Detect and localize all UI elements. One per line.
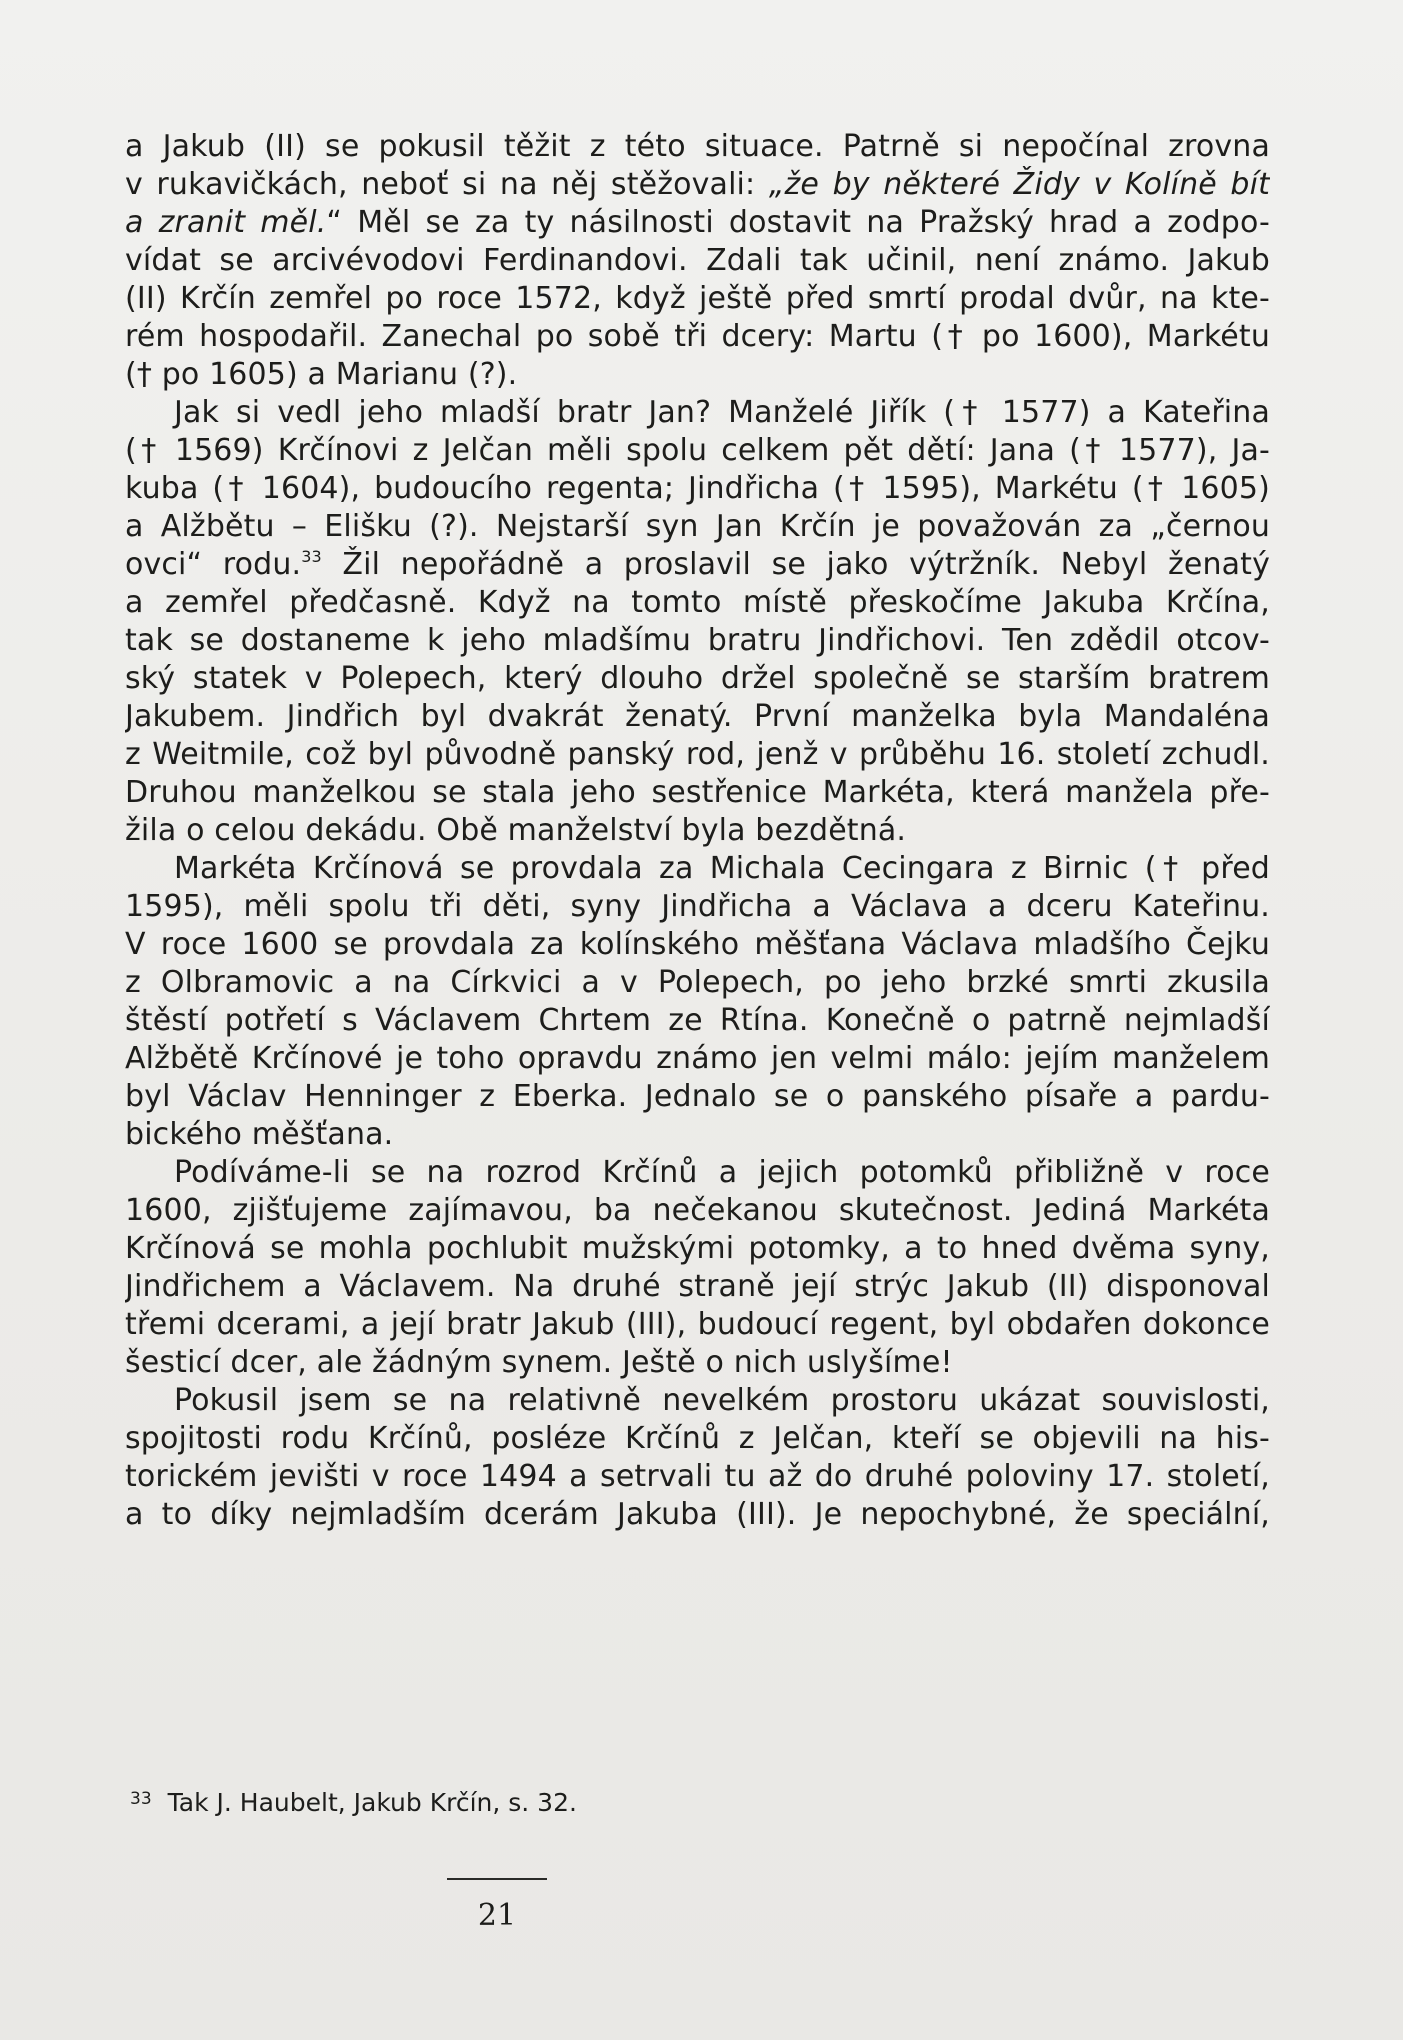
text-line bbox=[125, 850, 1270, 888]
footnote-number: 33 bbox=[130, 1789, 152, 1809]
line-text: bického měšťana. bbox=[125, 1117, 394, 1152]
text-line bbox=[125, 242, 1270, 280]
text-line bbox=[125, 584, 1270, 622]
text-line bbox=[125, 128, 1270, 166]
text-line bbox=[125, 508, 1270, 546]
text-line bbox=[125, 166, 1270, 204]
footnote-reference: 33 bbox=[301, 547, 322, 566]
text-line bbox=[125, 926, 1270, 964]
line-text: 1600, zjišťujeme zajímavou, ba nečekanou skutečnost. Jediná Markéta bbox=[125, 1193, 1270, 1228]
line-text: († po 1605) a Marianu (?). bbox=[125, 357, 518, 392]
quoted-text: „že by některé Židy v Kolíně bít bbox=[768, 167, 1270, 202]
text-line bbox=[125, 318, 1270, 356]
line-text: a to díky nejmladším dcerám Jakuba (III). Je nepochybné, že speciální, bbox=[125, 1497, 1270, 1532]
line-text: kuba († 1604), budoucího regenta; Jindřicha († 1595), Markétu († 1605) bbox=[125, 471, 1270, 506]
line-text: a zemřel předčasně. Když na tomto místě přeskočíme Jakuba Krčína, bbox=[125, 585, 1270, 620]
text-line bbox=[125, 1116, 1270, 1154]
text-line bbox=[125, 698, 1270, 736]
line-text: Jakubem. Jindřich byl dvakrát ženatý. První manželka byla Mandaléna bbox=[125, 699, 1270, 734]
line-text: rém hospodařil. Zanechal po sobě tři dcery: Martu († po 1600), Markétu bbox=[125, 319, 1270, 354]
line-text: byl Václav Henninger z Eberka. Jednalo se o panského písaře a pardu- bbox=[125, 1079, 1270, 1114]
text-line bbox=[125, 1230, 1270, 1268]
line-text: Alžbětě Krčínové je toho opravdu známo jen velmi málo: jejím manželem bbox=[125, 1041, 1270, 1076]
line-text: z Weitmile, což byl původně panský rod, jenž v průběhu 16. století zchudl. bbox=[125, 737, 1270, 772]
text-line bbox=[125, 1154, 1270, 1192]
text-line bbox=[125, 1002, 1270, 1040]
line-text: torickém jevišti v roce 1494 a setrvali tu až do druhé poloviny 17. století, bbox=[125, 1459, 1270, 1494]
line-text: (II) Krčín zemřel po roce 1572, když ještě před smrtí prodal dvůr, na kte- bbox=[125, 281, 1270, 316]
line-text: ovci“ rodu. bbox=[125, 547, 302, 582]
text-line bbox=[125, 1268, 1270, 1306]
text-line bbox=[125, 812, 1270, 850]
footnote-text: Tak J. Haubelt, Jakub Krčín, s. 32. bbox=[167, 1788, 577, 1817]
line-text: z Olbramovic a na Církvici a v Polepech, po jeho brzké smrti zkusila bbox=[125, 965, 1270, 1000]
text-line bbox=[125, 1344, 1270, 1382]
quoted-text: a zranit měl. bbox=[125, 205, 327, 240]
text-line bbox=[125, 1040, 1270, 1078]
text-line bbox=[125, 204, 1270, 242]
line-text: Jindřichem a Václavem. Na druhé straně její strýc Jakub (II) disponoval bbox=[125, 1269, 1270, 1304]
text-line bbox=[125, 432, 1270, 470]
text-line bbox=[125, 1192, 1270, 1230]
line-text: šesticí dcer, ale žádným synem. Ještě o nich uslyšíme! bbox=[125, 1345, 953, 1380]
text-line bbox=[125, 736, 1270, 774]
text-line bbox=[125, 1458, 1270, 1496]
line-text: Podíváme-li se na rozrod Krčínů a jejich potomků přibližně v roce bbox=[174, 1155, 1270, 1190]
line-text: štěstí potřetí s Václavem Chrtem ze Rtína. Konečně o patrně nejmladší bbox=[125, 1003, 1270, 1038]
text-line bbox=[125, 888, 1270, 926]
line-text: († 1569) Krčínovi z Jelčan měli spolu celkem pět dětí: Jana († 1577), Ja- bbox=[125, 433, 1270, 468]
text-line bbox=[125, 964, 1270, 1002]
text-line bbox=[125, 280, 1270, 318]
line-text: Markéta Krčínová se provdala za Michala Cecingara z Birnic († před bbox=[174, 851, 1270, 886]
text-line bbox=[125, 1078, 1270, 1116]
line-text: ský statek v Polepech, který dlouho držel společně se starším bratrem bbox=[125, 661, 1270, 696]
line-text: Druhou manželkou se stala jeho sestřenice Markéta, která manžela pře- bbox=[125, 775, 1270, 810]
page-number: 21 bbox=[477, 1898, 517, 1933]
text-line bbox=[125, 622, 1270, 660]
line-text: Pokusil jsem se na relativně nevelkém prostoru ukázat souvislosti, bbox=[174, 1383, 1270, 1418]
line-text: v rukavičkách, neboť si na něj stěžovali: bbox=[125, 167, 769, 202]
line-text: žila o celou dekádu. Obě manželství byla bezdětná. bbox=[125, 813, 907, 848]
line-text: spojitosti rodu Krčínů, posléze Krčínů z Jelčan, kteří se objevili na his- bbox=[125, 1421, 1270, 1456]
body-text bbox=[125, 128, 1270, 1534]
line-text: a Jakub (II) se pokusil těžit z této situace. Patrně si nepočínal zrovna bbox=[125, 129, 1270, 164]
text-line bbox=[125, 1496, 1270, 1534]
line-text: “ Měl se za ty násilnosti dostavit na Pražský hrad a zodpo- bbox=[326, 205, 1270, 240]
line-text: Jak si vedl jeho mladší bratr Jan? Manželé Jiřík († 1577) a Kateřina bbox=[174, 395, 1270, 430]
text-line bbox=[125, 470, 1270, 508]
line-text: Krčínová se mohla pochlubit mužskými potomky, a to hned dvěma syny, bbox=[125, 1231, 1270, 1266]
text-line bbox=[125, 774, 1270, 812]
line-text: V roce 1600 se provdala za kolínského měšťana Václava mladšího Čejku bbox=[125, 927, 1270, 962]
line-text: 1595), měli spolu tři děti, syny Jindřicha a Václava a dceru Kateřinu. bbox=[125, 889, 1270, 924]
text-line bbox=[125, 660, 1270, 698]
page-number-rule bbox=[447, 1878, 547, 1880]
line-text: tak se dostaneme k jeho mladšímu bratru Jindřichovi. Ten zdědil otcov- bbox=[125, 623, 1270, 658]
line-text: vídat se arcivévodovi Ferdinandovi. Zdali tak učinil, není známo. Jakub bbox=[125, 243, 1270, 278]
text-line bbox=[125, 1420, 1270, 1458]
footnote bbox=[130, 1783, 577, 1819]
text-line bbox=[125, 1306, 1270, 1344]
line-text: a Alžbětu – Elišku (?). Nejstarší syn Jan Krčín je považován za „černou bbox=[125, 509, 1270, 544]
line-text: Žil nepořádně a proslavil se jako výtržník. Nebyl ženatý bbox=[321, 547, 1270, 582]
line-text: třemi dcerami, a její bratr Jakub (III), budoucí regent, byl obdařen dokonce bbox=[125, 1307, 1270, 1342]
text-line bbox=[125, 546, 1270, 584]
text-line bbox=[125, 356, 1270, 394]
text-line bbox=[125, 394, 1270, 432]
text-line bbox=[125, 1382, 1270, 1420]
